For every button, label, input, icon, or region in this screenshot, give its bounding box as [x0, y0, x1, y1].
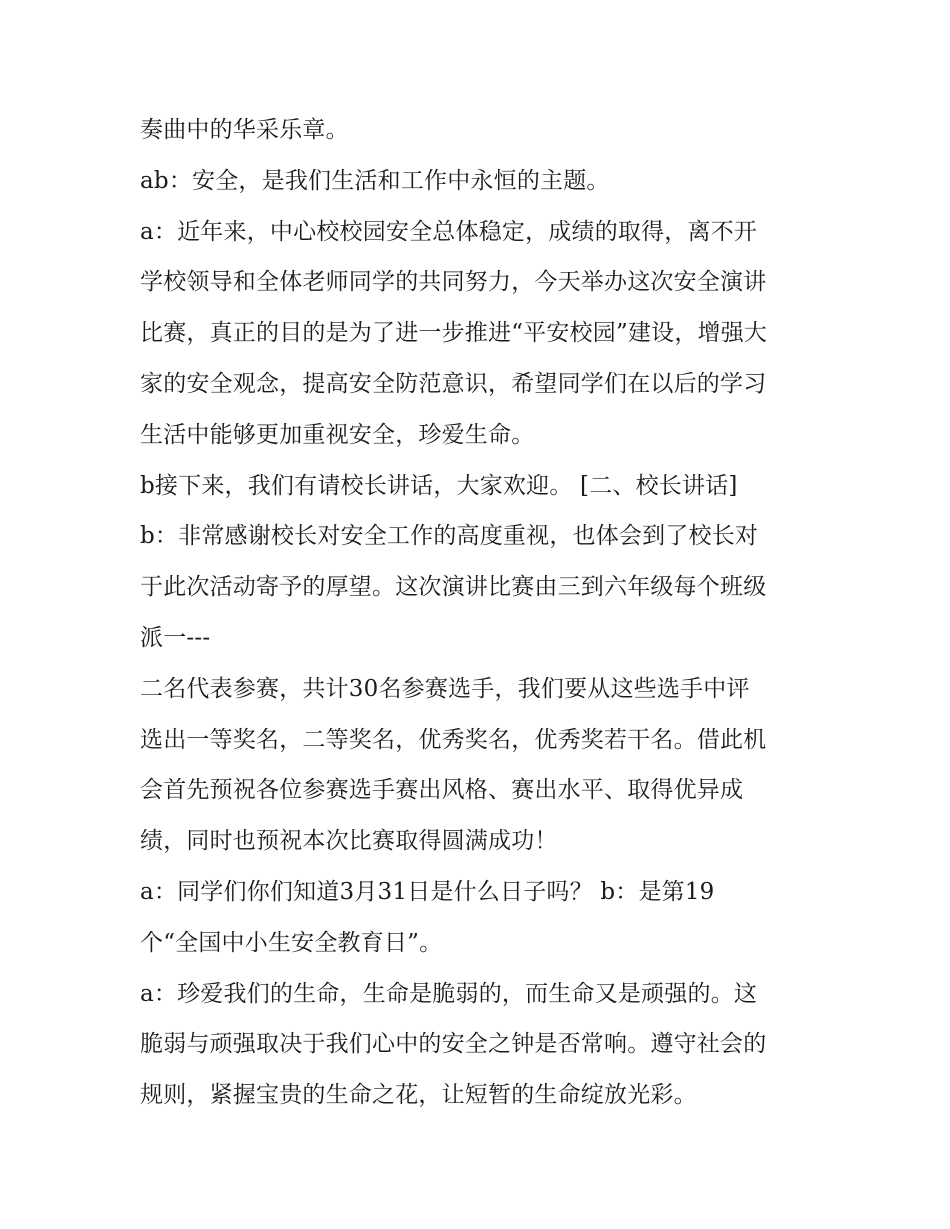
text-line: 家的安全观念，提高安全防范意识，希望同学们在以后的学习	[140, 370, 767, 397]
text-line: 生活中能够更加重视安全，珍爱生命。	[140, 421, 535, 448]
text-line: 个“全国中小生安全教育日”。	[140, 929, 443, 956]
text-line: a：近年来，中心校校园安全总体稳定，成绩的取得，离不开	[140, 218, 758, 245]
text-line: 脆弱与顽强取决于我们心中的安全之钟是否常响。遵守社会的	[140, 1031, 767, 1058]
text-line: b接下来，我们有请校长讲话，大家欢迎。 [二、校长讲话]	[140, 472, 738, 499]
text-line: 规则，紧握宝贵的生命之花，让短暂的生命绽放光彩。	[140, 1082, 697, 1109]
text-line: 派一---	[140, 624, 211, 651]
text-line: 选出一等奖名，二等奖名，优秀奖名，优秀奖若干名。借此机	[140, 726, 767, 753]
text-line: 于此次活动寄予的厚望。这次演讲比赛由三到六年级每个班级	[140, 574, 767, 601]
text-line: 比赛，真正的目的是为了进一步推进“平安校园”建设，增强大	[140, 320, 768, 347]
text-line: 奏曲中的华采乐章。	[140, 117, 349, 143]
text-line: 二名代表参赛，共计30名参赛选手，我们要从这些选手中评	[140, 675, 750, 702]
text-line: 学校领导和全体老师同学的共同努力，今天举办这次安全演讲	[140, 269, 767, 296]
text-line: a：珍爱我们的生命，生命是脆弱的，而生命又是顽强的。这	[140, 980, 758, 1007]
text-line: ab：安全，是我们生活和工作中永恒的主题。	[140, 167, 610, 194]
text-line: a：同学们你们知道3月31日是什么日子吗？ b：是第19	[140, 878, 715, 905]
document-body	[140, 105, 820, 1121]
text-line: 会首先预祝各位参赛选手赛出风格、赛出水平、取得优异成	[140, 777, 744, 804]
text-line: b：非常感谢校长对安全工作的高度重视，也体会到了校长对	[140, 523, 759, 550]
text-line: 绩，同时也预祝本次比赛取得圆满成功！	[140, 828, 558, 855]
